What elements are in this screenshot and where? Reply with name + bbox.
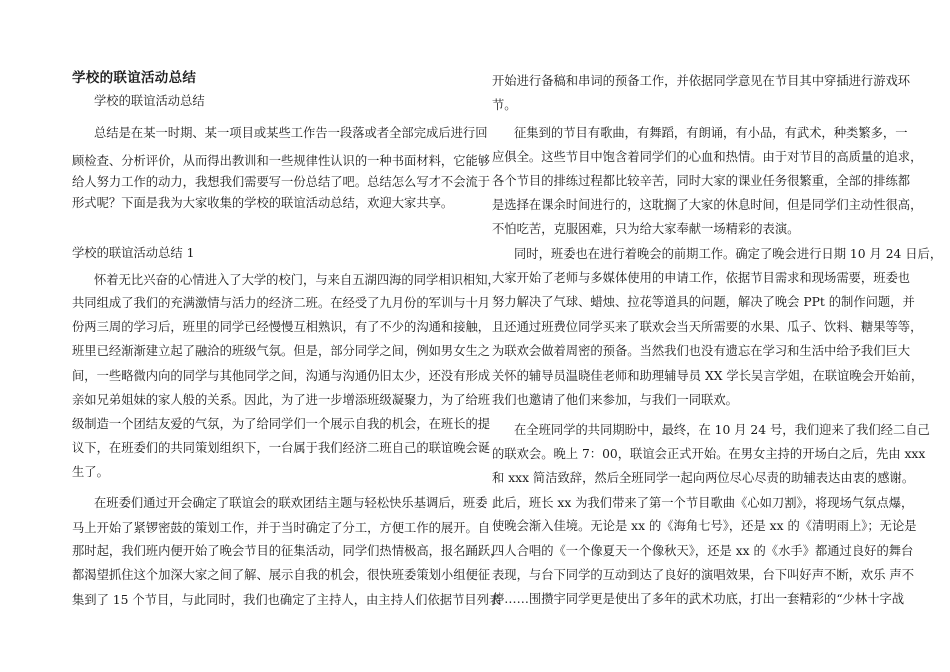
- text-line: 应俱全。这些节目中饱含着同学们的心血和热情。由于对节目的高质量的追求，: [492, 150, 923, 164]
- text-line: 关怀的辅导员温晓佳老师和助理辅导员 XX 学长吴言学姐，在联谊晚会开始前，: [492, 369, 924, 383]
- text-line: 为联欢会做着周密的预备。当然我们也没有遗忘在学习和生活中给予我们巨大: [492, 344, 911, 358]
- text-line: 我们也邀请了他们来参加，与我们一同联欢。: [492, 393, 738, 407]
- text-line: 和 xxx 简洁致辞，然后全班同学一起向两位尽心尽责的助辅表达由衷的感谢。: [492, 471, 915, 485]
- text-line: 的联欢会。晚上 7：00，联谊会正式开始。在男女主持的开场白之后，先由 xxx: [492, 447, 926, 461]
- text-line: 都渴望抓住这个加深大家之间了解、展示自我的机会，很快班委策划小组便征: [72, 568, 491, 582]
- text-line: 各个节目的排练过程都比较辛苦，同时大家的课业任务很繁重，全部的排练都: [492, 174, 911, 188]
- text-line: 在全班同学的共同期盼中，最终，在 10 月 24 号，我们迎来了我们经二自己: [514, 423, 930, 437]
- text-line: 此后，班长 xx 为我们带来了第一个节目歌曲《心如刀割》，将现场气氛点爆，: [492, 496, 914, 510]
- text-line: 节。: [492, 98, 517, 112]
- text-line: 顾检查、分析评价，从而得出教训和一些规律性认识的一种书面材料，它能够: [72, 154, 491, 168]
- text-line: 间，一些略微内向的同学与其他同学之间，沟通与沟通仍旧太少，还没有形成: [72, 369, 491, 383]
- text-line: 总结是在某一时期、某一项目或某些工作告一段落或者全部完成后进行回: [94, 126, 488, 140]
- text-line: 形式呢？下面是我为大家收集的学校的联谊活动总结，欢迎大家共享。: [72, 196, 454, 210]
- text-line: 集到了 15 个节目，与此同时，我们也确定了主持人，由主持人们依据节目列表: [72, 593, 502, 607]
- text-line: 学校的联谊活动总结 1: [72, 246, 195, 260]
- text-line: 大家开始了老师与多媒体使用的申请工作，依据节目需求和现场需要，班委也: [492, 271, 911, 285]
- text-line: 怀着无比兴奋的心情进入了大学的校门，与来自五湖四海的同学相识相知，: [94, 273, 500, 287]
- text-line: 马上开始了紧锣密鼓的策划工作，并于当时确定了分工，方便工作的展开。自: [72, 521, 491, 535]
- text-line: 开始进行备稿和串词的预备工作，并依据同学意见在节目其中穿插进行游戏环: [492, 74, 911, 88]
- text-line: 给人努力工作的动力，我想我们需要写一份总结了吧。总结怎么写才不会流于: [72, 175, 491, 189]
- text-line: 班里已经渐渐建立起了融洽的班级气氛。但是，部分同学之间，例如男女生之: [72, 344, 491, 358]
- text-line: 生了。: [72, 465, 109, 479]
- text-line: 停……围攒宇同学更是使出了多年的武术功底，打出一套精彩的“少林十字战: [492, 592, 905, 606]
- text-line: 表现，与台下同学的互动到达了良好的演唱效果，台下叫好声不断，欢乐 声不: [492, 568, 915, 582]
- text-line: 在班委们通过开会确定了联谊会的联欢团结主题与轻松快乐基调后，班委: [94, 496, 488, 510]
- text-line: 且还通过班费位同学买来了联欢会当天所需要的水果、瓜子、饮料、糖果等等，: [492, 320, 923, 334]
- text-line: 份两三周的学习后，班里的同学已经慢慢互相熟识，有了不少的沟通和接触，: [72, 320, 491, 334]
- text-line: 亲如兄弟姐妹的家人般的关系。因此，为了进一步增添班级凝聚力，为了给班: [72, 393, 491, 407]
- text-line: 那时起，我们班内便开始了晚会节目的征集活动，同学们热情极高，报名踊跃，: [72, 544, 503, 558]
- document-title: 学校的联谊活动总结: [72, 70, 197, 86]
- text-line: 努力解决了气球、蜡烛、拉花等道具的问题，解决了晚会 PPt 的制作问题，并: [492, 295, 915, 309]
- text-line: 征集到的节目有歌曲，有舞蹈，有朗诵，有小品，有武术，种类繁多，一: [514, 126, 908, 140]
- text-line: 议下，在班委们的共同策划组织下，一台属于我们经济二班自己的联谊晚会诞: [72, 441, 491, 455]
- text-line: 同时，班委也在进行着晚会的前期工作。确定了晚会进行日期 10 月 24 日后，: [514, 247, 943, 261]
- text-line: 不怕吃苦，克服困难，只为给大家奉献一场精彩的表演。: [492, 222, 800, 236]
- text-line: 学校的联谊活动总结: [94, 94, 205, 108]
- text-line: 级制造一个团结友爱的气氛，为了给同学们一个展示自我的机会，在班长的提: [72, 417, 491, 431]
- text-line: 共同组成了我们的充满激情与活力的经济二班。在经受了九月份的军训与十月: [72, 296, 491, 310]
- text-line: 使晚会渐入佳境。无论是 xx 的《海角七号》，还是 xx 的《清明雨上》；无论是: [492, 519, 917, 533]
- text-line: 四人合唱的《一个像夏天一个像秋天》，还是 xx 的《水手》都通过良好的舞台: [492, 544, 914, 558]
- text-line: 是选择在课余时间进行的，这耽搁了大家的休息时间，但是同学们主动性很高，: [492, 198, 923, 212]
